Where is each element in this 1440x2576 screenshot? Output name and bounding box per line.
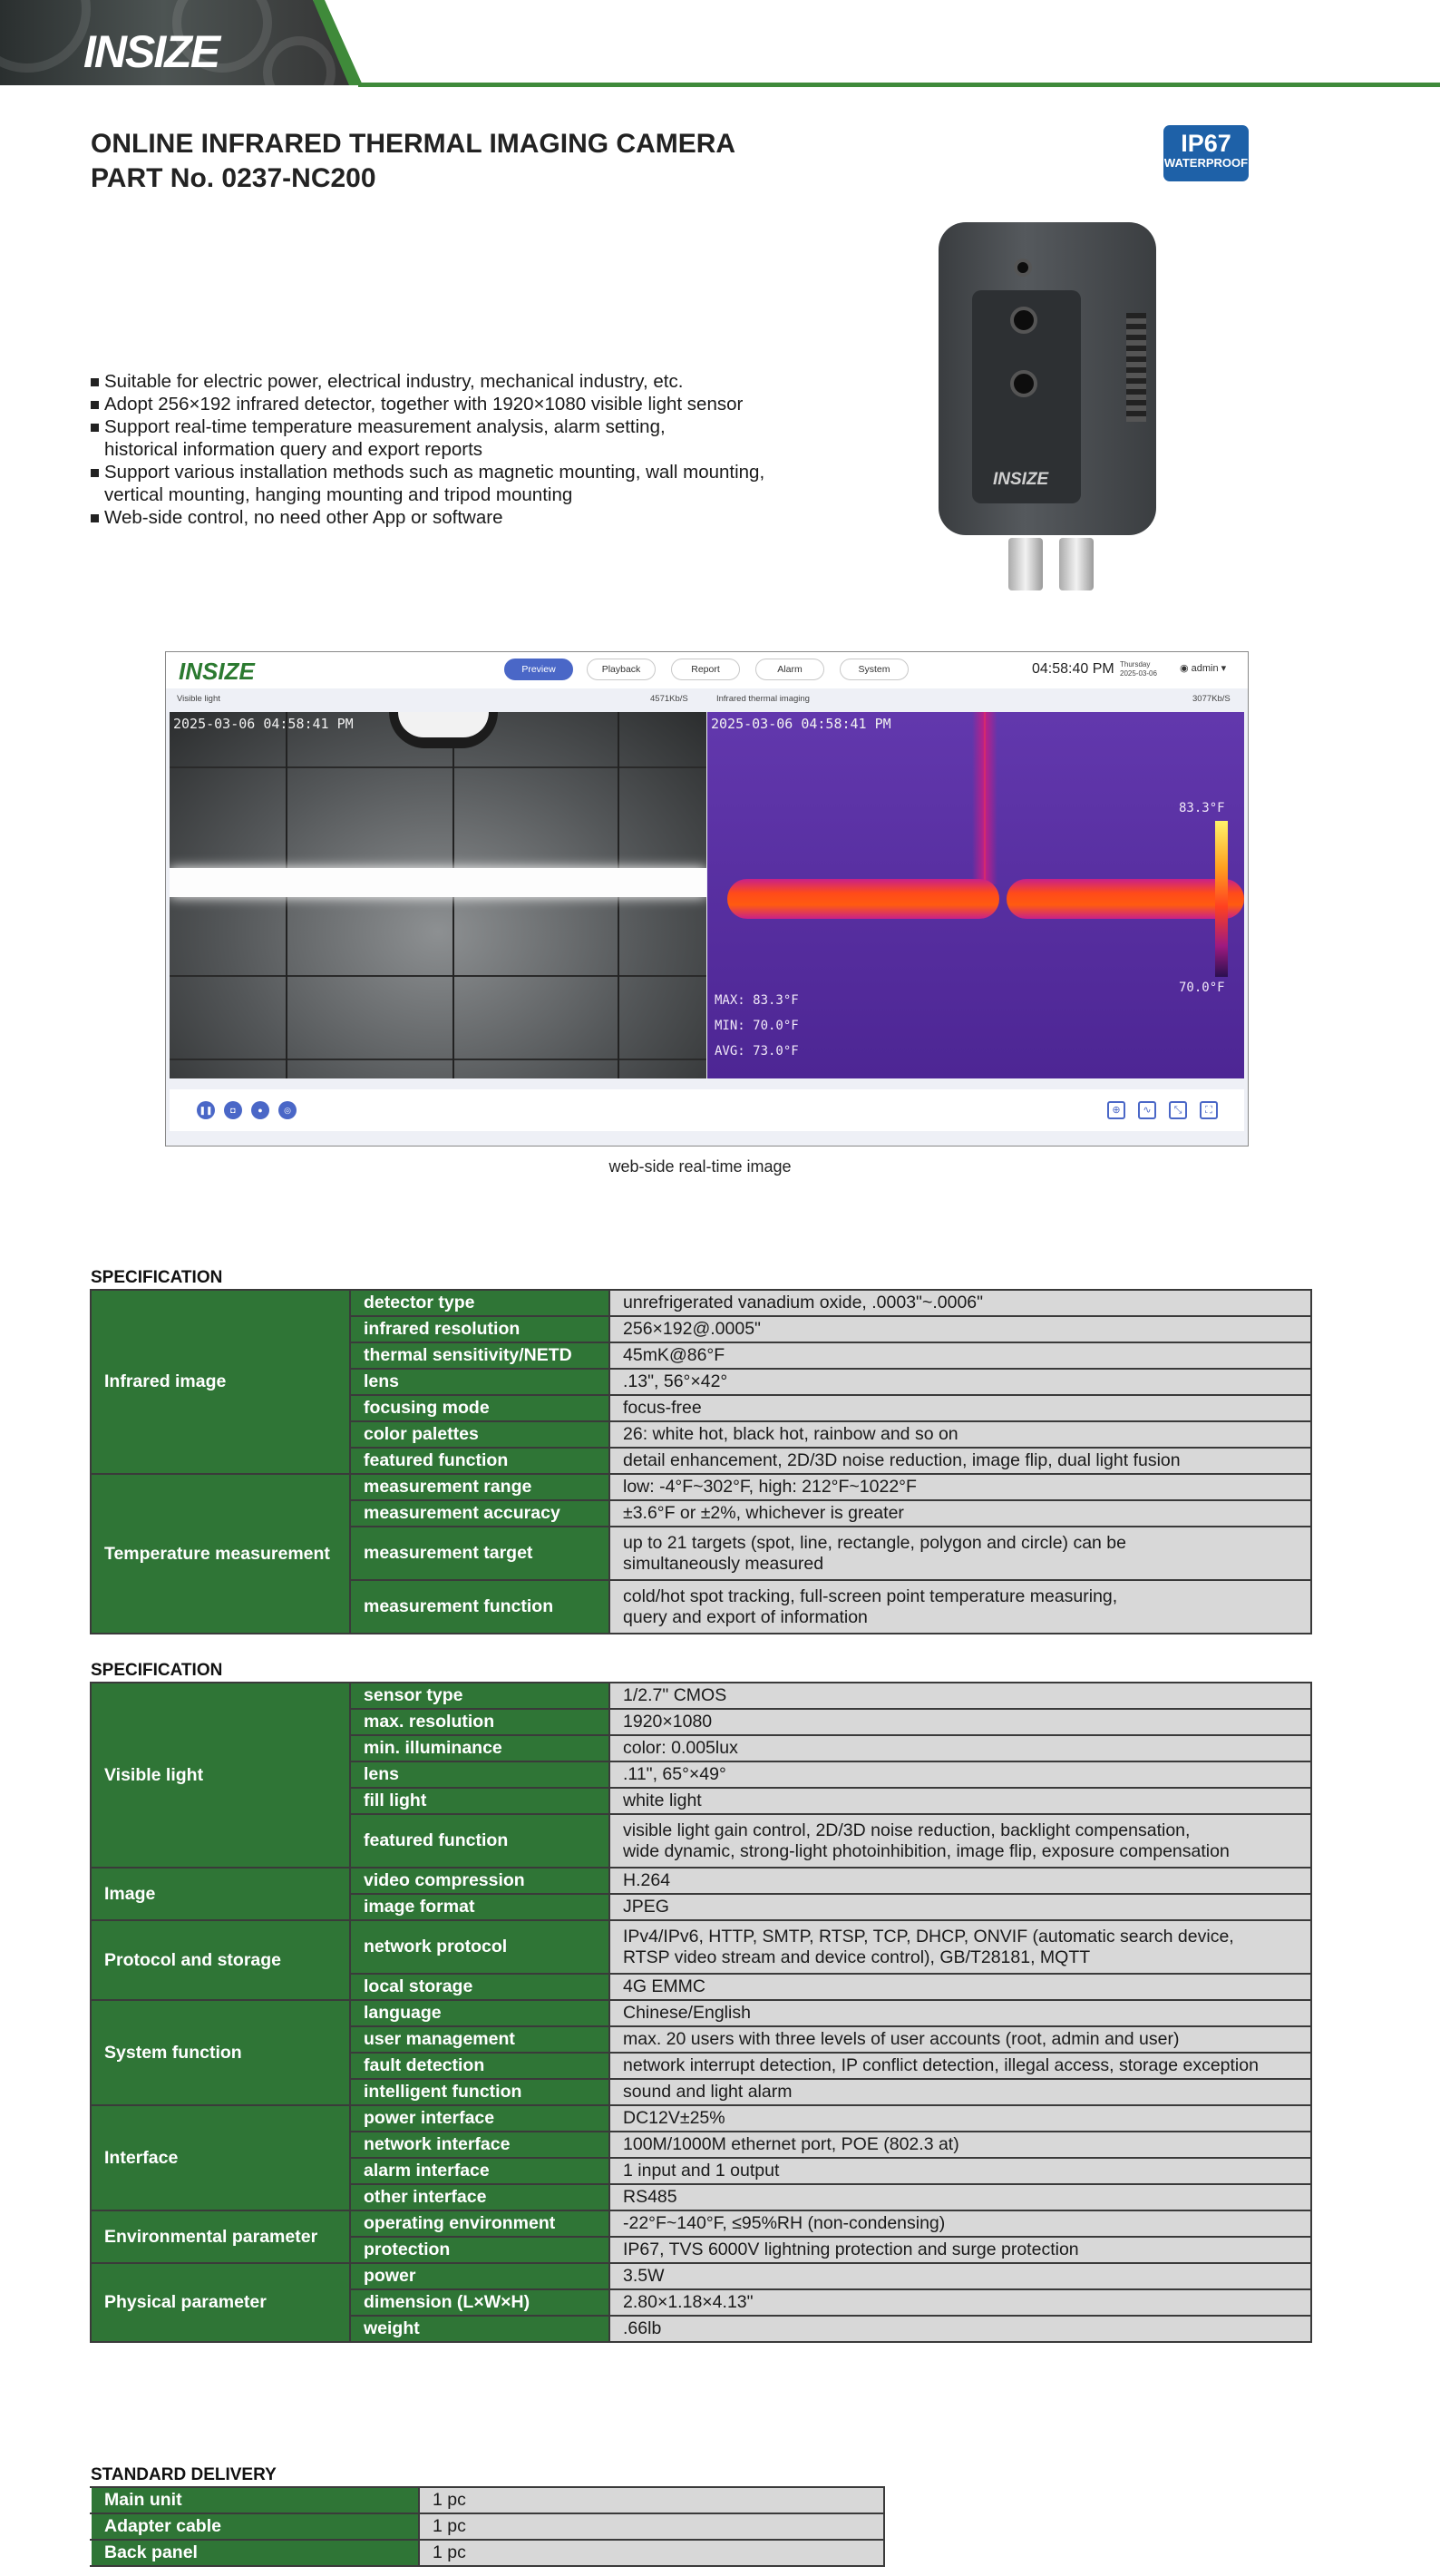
part-number: PART No. 0237-NC200 bbox=[91, 163, 376, 193]
spec-value: DC12V±25% bbox=[609, 2105, 1311, 2132]
ir-avg: AVG: 73.0°F bbox=[715, 1044, 799, 1059]
spec-parameter: power interface bbox=[350, 2105, 609, 2132]
web-day: Thursday bbox=[1120, 660, 1151, 668]
ir-max: MAX: 83.3°F bbox=[715, 993, 799, 1008]
spec-parameter: image format bbox=[350, 1894, 609, 1920]
spec-value: unrefrigerated vanadium oxide, .0003"~.0006" bbox=[609, 1290, 1311, 1316]
web-topbar bbox=[166, 652, 1248, 688]
nav-system: System bbox=[840, 659, 909, 680]
spec-parameter: min. illuminance bbox=[350, 1735, 609, 1761]
spec-value: visible light gain control, 2D/3D noise reduction, backlight compensation, wide dynamic, strong-light photoinhibition, image flip, exposure compensation bbox=[609, 1814, 1311, 1868]
page-header bbox=[0, 0, 1440, 89]
spec-value: 1/2.7" CMOS bbox=[609, 1683, 1311, 1709]
fullscreen-icon: ⛶ bbox=[1200, 1101, 1218, 1119]
web-ui-screenshot bbox=[165, 651, 1249, 1147]
spec-value: 45mK@86°F bbox=[609, 1342, 1311, 1369]
spec-parameter: max. resolution bbox=[350, 1709, 609, 1735]
pause-icon: ❚❚ bbox=[197, 1101, 215, 1119]
feature-item: Support various installation methods such as magnetic mounting, wall mounting, vertical mounting, hanging mounting and tripod mounting bbox=[91, 461, 816, 506]
spec-parameter: color palettes bbox=[350, 1421, 609, 1448]
spec-group-label: Image bbox=[91, 1868, 350, 1920]
spec-row bbox=[91, 2210, 1311, 2237]
web-user bbox=[1180, 662, 1226, 674]
badge-text: WATERPROOF bbox=[1163, 156, 1249, 170]
spec-value: cold/hot spot tracking, full-screen point temperature measuring, query and export of information bbox=[609, 1580, 1311, 1634]
delivery-row bbox=[91, 2487, 884, 2513]
spec-row bbox=[91, 1683, 1311, 1709]
delivery-heading: STANDARD DELIVERY bbox=[91, 2465, 277, 2484]
web-date bbox=[1120, 660, 1157, 678]
spec-group-label: Interface bbox=[91, 2105, 350, 2210]
spec-parameter: thermal sensitivity/NETD bbox=[350, 1342, 609, 1369]
spec-group-label: Physical parameter bbox=[91, 2263, 350, 2342]
spec-parameter: fault detection bbox=[350, 2053, 609, 2079]
spec-parameter: measurement range bbox=[350, 1474, 609, 1500]
badge-rating: IP67 bbox=[1181, 130, 1231, 157]
spec-parameter: intelligent function bbox=[350, 2079, 609, 2105]
camera-icon: ◘ bbox=[224, 1101, 242, 1119]
spec-value: up to 21 targets (spot, line, rectangle, polygon and circle) can be simultaneously measured bbox=[609, 1527, 1311, 1580]
spec-value: sound and light alarm bbox=[609, 2079, 1311, 2105]
delivery-qty: 1 pc bbox=[419, 2487, 884, 2513]
spec-group-label: Visible light bbox=[91, 1683, 350, 1868]
spec-group-label: Temperature measurement bbox=[91, 1474, 350, 1634]
feature-list bbox=[91, 370, 816, 529]
spec-value: focus-free bbox=[609, 1395, 1311, 1421]
spec-value: 256×192@.0005" bbox=[609, 1316, 1311, 1342]
ir-bitrate: 3077Kb/S bbox=[1192, 694, 1231, 704]
spec-value: JPEG bbox=[609, 1894, 1311, 1920]
page-title bbox=[91, 127, 735, 196]
web-user-name: admin bbox=[1191, 663, 1219, 674]
spec-parameter: infrared resolution bbox=[350, 1316, 609, 1342]
delivery-item: Back panel bbox=[91, 2540, 419, 2566]
camera-product-image bbox=[907, 213, 1179, 603]
feature-item: Adopt 256×192 infrared detector, together with 1920×1080 visible light sensor bbox=[91, 393, 816, 415]
scale-min: 70.0°F bbox=[1179, 981, 1225, 995]
spec-parameter: measurement target bbox=[350, 1527, 609, 1580]
web-clock: 04:58:40 PM bbox=[1032, 661, 1114, 677]
spec-value: 1 input and 1 output bbox=[609, 2158, 1311, 2184]
ir-min: MIN: 70.0°F bbox=[715, 1019, 799, 1033]
scale-max: 83.3°F bbox=[1179, 801, 1225, 815]
web-date-value: 2025-03-06 bbox=[1120, 669, 1157, 678]
spec-value: IPv4/IPv6, HTTP, SMTP, RTSP, TCP, DHCP, ONVIF (automatic search device, RTSP video stream and device control), GB/T28181, MQTT bbox=[609, 1920, 1311, 1974]
spec-parameter: power bbox=[350, 2263, 609, 2289]
spec-parameter: alarm interface bbox=[350, 2158, 609, 2184]
spec-row bbox=[91, 1920, 1311, 1974]
spec-row bbox=[91, 2263, 1311, 2289]
spec-table-infrared bbox=[90, 1289, 1312, 1634]
spec-parameter: user management bbox=[350, 2026, 609, 2053]
spec-value: 4G EMMC bbox=[609, 1974, 1311, 2000]
ir-pane-label: Infrared thermal imaging bbox=[716, 694, 810, 704]
spec-heading-1: SPECIFICATION bbox=[91, 1268, 223, 1287]
spec-row bbox=[91, 2000, 1311, 2026]
ir-timestamp: 2025-03-06 04:58:41 PM bbox=[711, 716, 891, 732]
header-rule bbox=[358, 83, 1440, 87]
feature-item: Web-side control, no need other App or software bbox=[91, 506, 816, 529]
spec-value: .13", 56°×42° bbox=[609, 1369, 1311, 1395]
spec-parameter: featured function bbox=[350, 1448, 609, 1474]
spec-parameter: measurement accuracy bbox=[350, 1500, 609, 1527]
spec-parameter: local storage bbox=[350, 1974, 609, 2000]
spec-value: RS485 bbox=[609, 2184, 1311, 2210]
spec-parameter: operating environment bbox=[350, 2210, 609, 2237]
feature-item: Support real-time temperature measurement analysis, alarm setting, historical information query and export reports bbox=[91, 415, 816, 461]
ip67-badge bbox=[1163, 125, 1249, 181]
delivery-qty: 1 pc bbox=[419, 2540, 884, 2566]
nav-alarm: Alarm bbox=[755, 659, 824, 680]
chevron-down-icon: ▾ bbox=[1218, 663, 1227, 674]
chart-icon: ∿ bbox=[1138, 1101, 1156, 1119]
web-logo: INSIZE bbox=[179, 658, 255, 685]
spec-parameter: lens bbox=[350, 1761, 609, 1788]
spec-group-label: System function bbox=[91, 2000, 350, 2105]
spec-value: Chinese/English bbox=[609, 2000, 1311, 2026]
visible-pane-label: Visible light bbox=[177, 694, 220, 704]
brand-logo: INSIZE bbox=[83, 26, 219, 77]
delivery-table bbox=[90, 2486, 885, 2567]
spec-parameter: lens bbox=[350, 1369, 609, 1395]
visible-light-view bbox=[170, 712, 706, 1078]
spec-value: 1920×1080 bbox=[609, 1709, 1311, 1735]
spec-parameter: dimension (L×W×H) bbox=[350, 2289, 609, 2316]
camera-brand: INSIZE bbox=[993, 470, 1049, 489]
spec-parameter: detector type bbox=[350, 1290, 609, 1316]
spec-value: .11", 65°×49° bbox=[609, 1761, 1311, 1788]
spec-value: low: -4°F~302°F, high: 212°F~1022°F bbox=[609, 1474, 1311, 1500]
spec-value: IP67, TVS 6000V lightning protection and surge protection bbox=[609, 2237, 1311, 2263]
spec-group-label: Protocol and storage bbox=[91, 1920, 350, 2000]
spec-parameter: video compression bbox=[350, 1868, 609, 1894]
spec-value: H.264 bbox=[609, 1868, 1311, 1894]
target-icon: ⊕ bbox=[1107, 1101, 1125, 1119]
spec-parameter: measurement function bbox=[350, 1580, 609, 1634]
spec-parameter: featured function bbox=[350, 1814, 609, 1868]
spec-value: 3.5W bbox=[609, 2263, 1311, 2289]
image-caption: web-side real-time image bbox=[608, 1157, 792, 1176]
delivery-row bbox=[91, 2540, 884, 2566]
visible-timestamp: 2025-03-06 04:58:41 PM bbox=[173, 716, 354, 732]
spec-group-label: Infrared image bbox=[91, 1290, 350, 1474]
spec-parameter: language bbox=[350, 2000, 609, 2026]
delivery-item: Adapter cable bbox=[91, 2513, 419, 2540]
spec-value: max. 20 users with three levels of user accounts (root, admin and user) bbox=[609, 2026, 1311, 2053]
spec-parameter: fill light bbox=[350, 1788, 609, 1814]
spec-row bbox=[91, 1868, 1311, 1894]
spec-row bbox=[91, 1290, 1311, 1316]
delivery-row bbox=[91, 2513, 884, 2540]
spec-row bbox=[91, 2105, 1311, 2132]
delivery-item: Main unit bbox=[91, 2487, 419, 2513]
spec-heading-2: SPECIFICATION bbox=[91, 1661, 223, 1680]
product-name: ONLINE INFRARED THERMAL IMAGING CAMERA bbox=[91, 129, 736, 159]
spec-value: .66lb bbox=[609, 2316, 1311, 2342]
temperature-scale-bar bbox=[1215, 821, 1228, 977]
spec-value: ±3.6°F or ±2%, whichever is greater bbox=[609, 1500, 1311, 1527]
spec-value: 26: white hot, black hot, rainbow and so on bbox=[609, 1421, 1311, 1448]
spec-value: detail enhancement, 2D/3D noise reduction, image flip, dual light fusion bbox=[609, 1448, 1311, 1474]
spec-table-general bbox=[90, 1682, 1312, 2343]
spec-group-label: Environmental parameter bbox=[91, 2210, 350, 2263]
spec-value: color: 0.005lux bbox=[609, 1735, 1311, 1761]
shrink-icon: ⤡ bbox=[1169, 1101, 1187, 1119]
web-toolbar bbox=[170, 1089, 1244, 1131]
spec-parameter: protection bbox=[350, 2237, 609, 2263]
spec-parameter: focusing mode bbox=[350, 1395, 609, 1421]
feature-item: Suitable for electric power, electrical industry, mechanical industry, etc. bbox=[91, 370, 816, 393]
nav-report: Report bbox=[671, 659, 740, 680]
spec-value: white light bbox=[609, 1788, 1311, 1814]
nav-preview: Preview bbox=[504, 659, 573, 680]
spec-parameter: network interface bbox=[350, 2132, 609, 2158]
spec-value: 2.80×1.18×4.13" bbox=[609, 2289, 1311, 2316]
spec-value: 100M/1000M ethernet port, POE (802.3 at) bbox=[609, 2132, 1311, 2158]
nav-playback: Playback bbox=[587, 659, 656, 680]
record-icon: ● bbox=[251, 1101, 269, 1119]
spec-row bbox=[91, 1474, 1311, 1500]
user-icon: ◉ bbox=[1180, 663, 1192, 674]
spec-parameter: other interface bbox=[350, 2184, 609, 2210]
spec-value: network interrupt detection, IP conflict detection, illegal access, storage exception bbox=[609, 2053, 1311, 2079]
spec-parameter: weight bbox=[350, 2316, 609, 2342]
delivery-qty: 1 pc bbox=[419, 2513, 884, 2540]
spec-parameter: sensor type bbox=[350, 1683, 609, 1709]
thermal-view bbox=[707, 712, 1244, 1078]
snapshot-icon: ◎ bbox=[278, 1101, 297, 1119]
spec-value: -22°F~140°F, ≤95%RH (non-condensing) bbox=[609, 2210, 1311, 2237]
spec-parameter: network protocol bbox=[350, 1920, 609, 1974]
visible-bitrate: 4571Kb/S bbox=[650, 694, 688, 704]
